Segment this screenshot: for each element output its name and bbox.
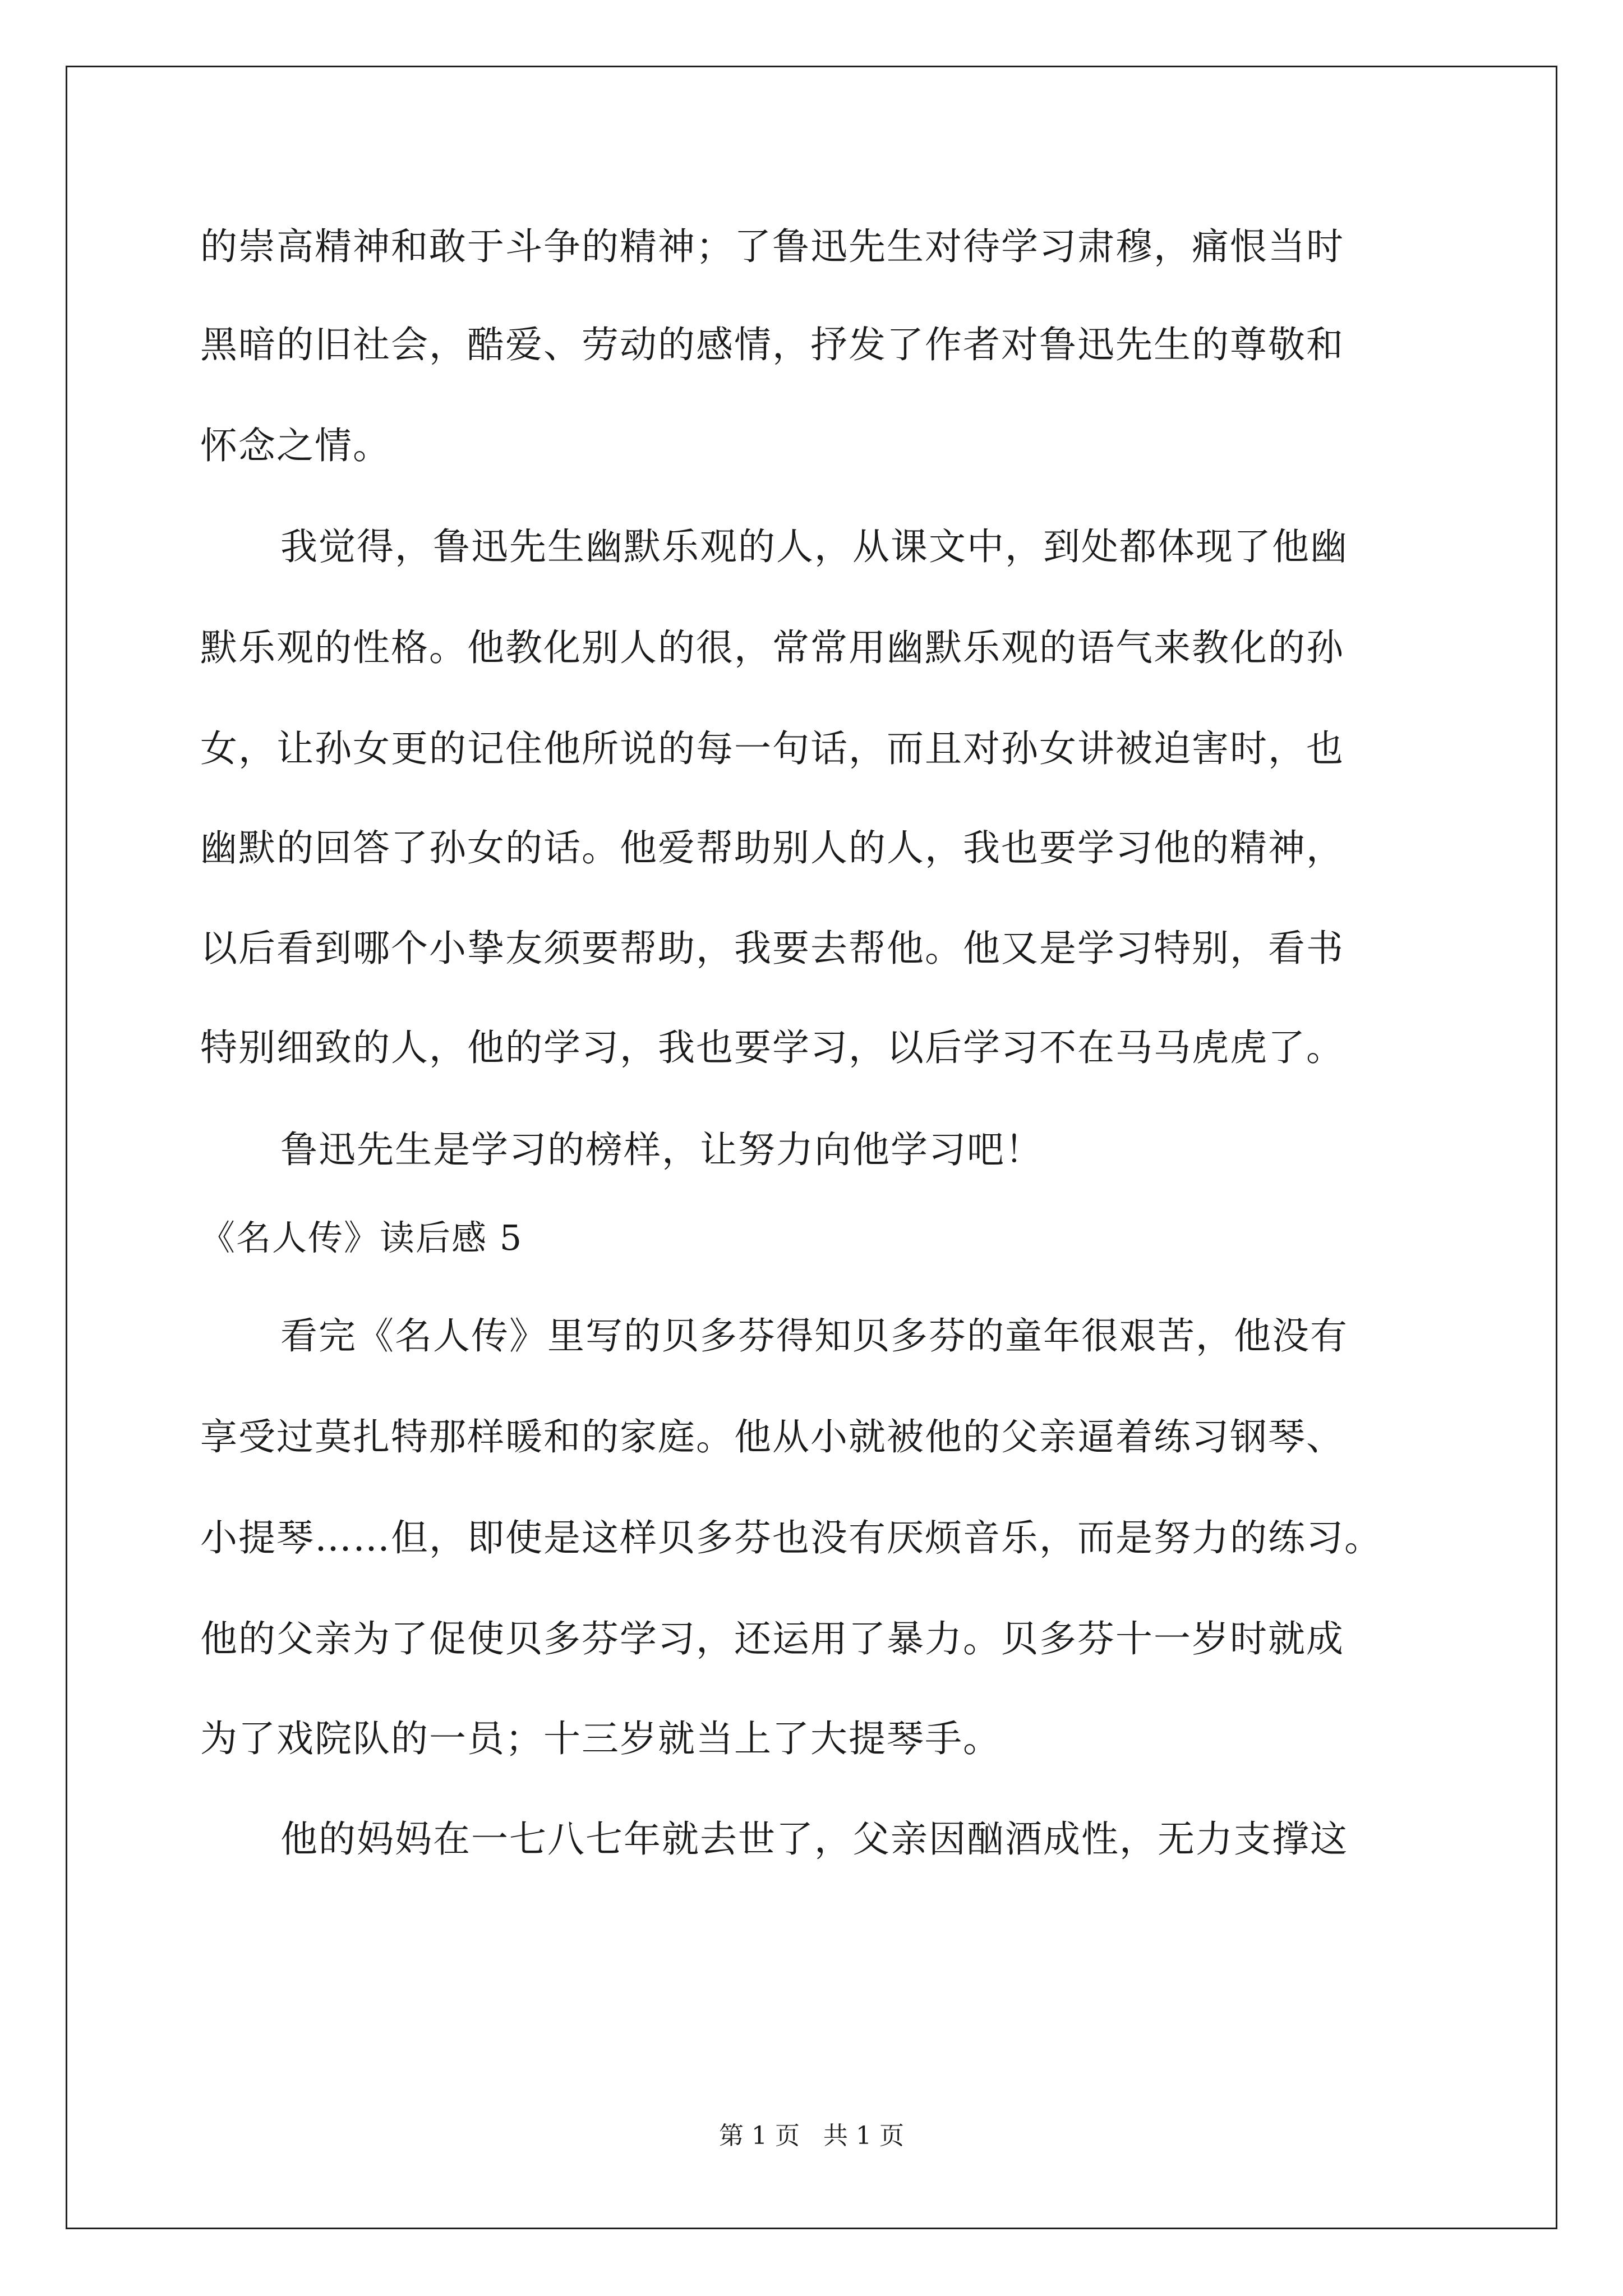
- text-line: 我觉得，鲁迅先生幽默乐观的人，从课文中，到处都体现了他幽: [280, 525, 1348, 568]
- page-footer: 第 1 页 共 1 页: [719, 2122, 904, 2150]
- text-line: 黑暗的旧社会，酷爱、劳动的感情，抒发了作者对鲁迅先生的尊敬和: [200, 323, 1344, 366]
- text-line: 他的妈妈在一七八七年就去世了，父亲因酗酒成性，无力支撑这: [280, 1818, 1348, 1861]
- text-line: 小提琴……但，即使是这样贝多芬也没有厌烦音乐，而是努力的练习。: [200, 1516, 1382, 1559]
- text-line: 看完《名人传》里写的贝多芬得知贝多芬的童年很艰苦，他没有: [280, 1314, 1348, 1358]
- text-line: 特别细致的人，他的学习，我也要学习，以后学习不在马马虎虎了。: [200, 1026, 1344, 1069]
- text-line: 享受过莫扎特那样暖和的家庭。他从小就被他的父亲逼着练习钢琴、: [200, 1415, 1344, 1458]
- text-line: 幽默的回答了孙女的话。他爱帮助别人的人，我也要学习他的精神，: [200, 826, 1344, 869]
- text-line: 默乐观的性格。他教化别人的很，常常用幽默乐观的语气来教化的孙: [200, 626, 1344, 669]
- text-line: 女，让孙女更的记住他所说的每一句话，而且对孙女讲被迫害时，也: [200, 727, 1344, 770]
- text-line: 怀念之情。: [200, 424, 391, 467]
- text-line: 的崇高精神和敢于斗争的精神；了鲁迅先生对待学习肃穆，痛恨当时: [200, 225, 1344, 268]
- text-line: 他的父亲为了促使贝多芬学习，还运用了暴力。贝多芬十一岁时就成: [200, 1617, 1344, 1660]
- section-heading: 《名人传》读后感 5: [200, 1217, 523, 1258]
- text-line: 为了戏院队的一员；十三岁就当上了大提琴手。: [200, 1717, 1001, 1760]
- text-line: 以后看到哪个小挚友须要帮助，我要去帮他。他又是学习特别，看书: [200, 927, 1344, 970]
- text-line: 鲁迅先生是学习的榜样，让努力向他学习吧！: [280, 1128, 1043, 1171]
